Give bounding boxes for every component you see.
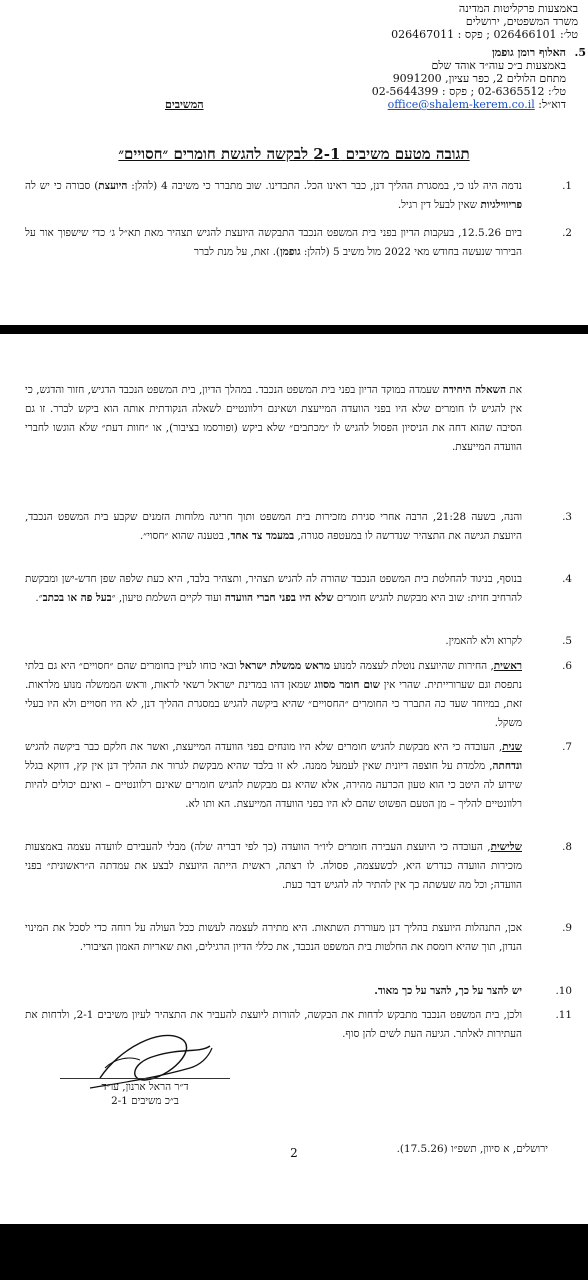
signature-block	[60, 1080, 230, 1108]
signature-role: ב״כ משיבים 2-1	[111, 1095, 179, 1107]
paragraph	[25, 919, 570, 957]
paragraph-text: ביום 12.5.26, בעקבות הדיון בפני בית המשפט הנכבד התבקשה היועצת להגיש תצהיר מאת תא״ל ג׳ כדי שישפוך אור על הבירור שנעשה בחודש מאי 2022 מול משיב 5 (להלן: גופמן). זאת, על מנת לברר	[25, 227, 522, 258]
paragraph-number: 6.	[562, 660, 572, 672]
paragraph	[25, 177, 570, 215]
email-line	[372, 98, 578, 111]
email-label: דוא״ל:	[538, 98, 566, 111]
paragraph	[25, 508, 570, 546]
document-title: תגובה מטעם משיבים 2-1 לבקשה להגשת חומרים ״חסויים״	[118, 145, 470, 163]
header-line: משרד המשפטים, ירושלים	[465, 15, 578, 28]
paragraph-number: 10.	[555, 985, 572, 997]
respondents-label: המשיבים	[165, 98, 204, 111]
paragraph-text: והנה, בשעה 21:28, הרבה אחרי סגירת מזכירות בית המשפט ותוך חריגה מלוחות הזמנים שקבע בית המשפט הנכבד, היועצת הגישה את התצהיר שנדרשה לו במעטפה סגורה, במעמד צד אחד, בטענה שהוא ״חסוי״.	[25, 511, 523, 542]
signature-line	[60, 1078, 230, 1079]
paragraph	[25, 838, 570, 895]
paragraph-number: 1.	[562, 180, 572, 192]
signature-image	[60, 1008, 240, 1128]
paragraph	[25, 224, 570, 262]
paragraph-text: את השאלה היחידה שעמדה במוקד הדיון בפני בית המשפט הנכבד. במהלך הדיון, בית המשפט הנכבד הדגיש, חזור והדגש, כי אין להגיש לו חומרים שלא היו בפני הוועדה המייעצת ושאינם רלוונטיים לשאלה הנקודתית אותה הוא ביקש לברר. זו גם הסיבה שהוא דחה את הניסיון הפסול להגיש לו ״מכתבים״ שלא ביקש (ופורסמו בציבור), או ״חוות דעת״ שלא הוגשו לחברי הוועדה המייעצת.	[25, 384, 522, 453]
document-page-1	[0, 0, 588, 325]
party-line: באמצעות ב״כ עוה״ד אוהד שלם	[431, 59, 566, 72]
page-number: 2	[290, 1146, 298, 1160]
paragraph-number: 4.	[562, 573, 572, 585]
paragraph-number: 11.	[555, 1009, 572, 1021]
party-line: טל׳: 02-6365512 ; פקס : 02-5644399	[371, 85, 566, 98]
paragraph-text: יש להצר על כך, להצר על כך מאוד.	[374, 985, 522, 997]
paragraph-number: 7.	[562, 741, 572, 753]
respondent-5-address-block	[371, 46, 586, 111]
paragraph-number: 3.	[562, 511, 572, 523]
party-number: 5.	[574, 46, 586, 59]
paragraph	[25, 632, 570, 651]
email-link[interactable]: office@shalem-kerem.co.il	[387, 98, 535, 111]
paragraph-text: לקרוא ולא להאמין.	[445, 635, 522, 647]
paragraph-number: 5.	[562, 635, 572, 647]
paragraph-text: שלישית, העובדה כי היועצת העבירה חומרים ליו״ר הוועדה (כך לפי דבריה שלה) מבלי להעבירם לוועדה עצמה באמצעות מזכירות הוועדה כנדרש היא, לכשעצמה, פסולה. לו רצתה, ראשית הייתה היועצת לבצע את עמדתה ה״ראשונית״ בפני הוועדה; וכל מה שעשתה כך אין להתיר לה להגיש דבר כעת.	[25, 841, 522, 891]
paragraph	[25, 982, 570, 1001]
paragraph-text: נדמה היה לנו כי, במסגרת ההליך דנן, כבר ראינו הכל. התבדינו. שוב מתברר כי משיבה 4 (להלן: היועצת) סבורה כי יש לה פריווילגיות שאין לבעל דין רגיל.	[25, 180, 522, 211]
paragraph-text: בנוסף, בניגוד להחלטת בית המשפט הנכבד שהורה לה להגיש תצהיר, ותצהיר בלבד, היא כעת שלפה שפן חדש-ישן ומבקשת להרחיב חזית: שוב היא מבקשת להגיש חומרים שלא היו בפני חברי הוועדה ועוד לקיים השלמת טיעון, ״בעל פה או בכתב״.	[25, 573, 522, 604]
header-line: טל׳: 026466101 ; פקס : 026467011	[391, 28, 578, 41]
paragraph	[25, 570, 570, 608]
paragraph	[25, 738, 570, 814]
paragraph	[25, 657, 570, 733]
paragraph-text: שנית, העובדה כי היא מבקשת להגיש חומרים שלא היו מונחים בפני הוועדה המייעצת, ואשר את חלקם כבר ביקשה להגיש ונדחתה, מלמדת על חוצפה דיונית שאין לעמעל ממנה. לא זו בלבד שהיא מבקשת לגרור את ההליך דנן אין קץ, דווקא בגלל שידוע לה היטב כי הוא טעון הכרעה מהירה, אלא שהיא גם מבקשת להגיש חומרים שאינם רלוונטיים – ואינם יכולים להיות רלוונטיים להליך – מן הטעם הפשוט שהם לא היו בפני הוועדה המייעצת. הא ותו לא.	[25, 741, 522, 810]
signature-name: ד״ר הראל ארנון, עו״ד	[101, 1081, 189, 1093]
paragraph-text: ולכן, בית המשפט הנכבד מתבקש לדחות את הבקשה, להורות ליועצת להעביר את התצהיר לעיון משיבים 2-1, ולדחות את העתירות לאלתר. הגיעה העת לשים להן סוף.	[25, 1009, 522, 1040]
paragraph	[25, 381, 570, 457]
paragraph-text: ראשית, החירות שהיועצת נוטלת לעצמה למנוע מראש ממשלת ישראל ובאי כוחו לעיין בחומרים שהם ״חסויים״ היא גם בלתי נתפסת וגם שערורייתית. שהרי אין שום חומר מסווג שמאן דהו במדינת ישראל רשאי לראות, וראש הממשלה מנוע מלראות. זאת, במיוחד שעד כה התברר כי החומרים ״החסויים״ שהיא ביקשה להגיש במסגרת ההליך דנן, לא היו חסויים ולא היו בעלי משקל.	[25, 660, 522, 729]
paragraph-number: 9.	[562, 922, 572, 934]
paragraph-number: 8.	[562, 841, 572, 853]
party-line: מתחם הלולים 2, כפר עציון, 9091200	[392, 72, 566, 85]
document-date: ירושלים, א סיוון, תשפ״ו (17.5.26).	[396, 1143, 548, 1155]
party-name: האלוף רומן גופמן	[491, 46, 566, 59]
paragraph-number: 2.	[562, 227, 572, 239]
respondent-4-address-block	[391, 2, 578, 41]
paragraph-text: אכן, התנהלות היועצת בהליך דנן מעוררת השתאות. היא מתירה לעצמה לעשות ככל העולה על רוחה כדי לסכל את המינוי הנדון, תוך שהיא רומסת את החלטות בית המשפט הנכבד, את כללי הדיון הרגילים, ואת שאריות האמון הציבורי.	[25, 922, 522, 953]
header-line: באמצעות פרקליטות המדינה	[458, 2, 578, 15]
